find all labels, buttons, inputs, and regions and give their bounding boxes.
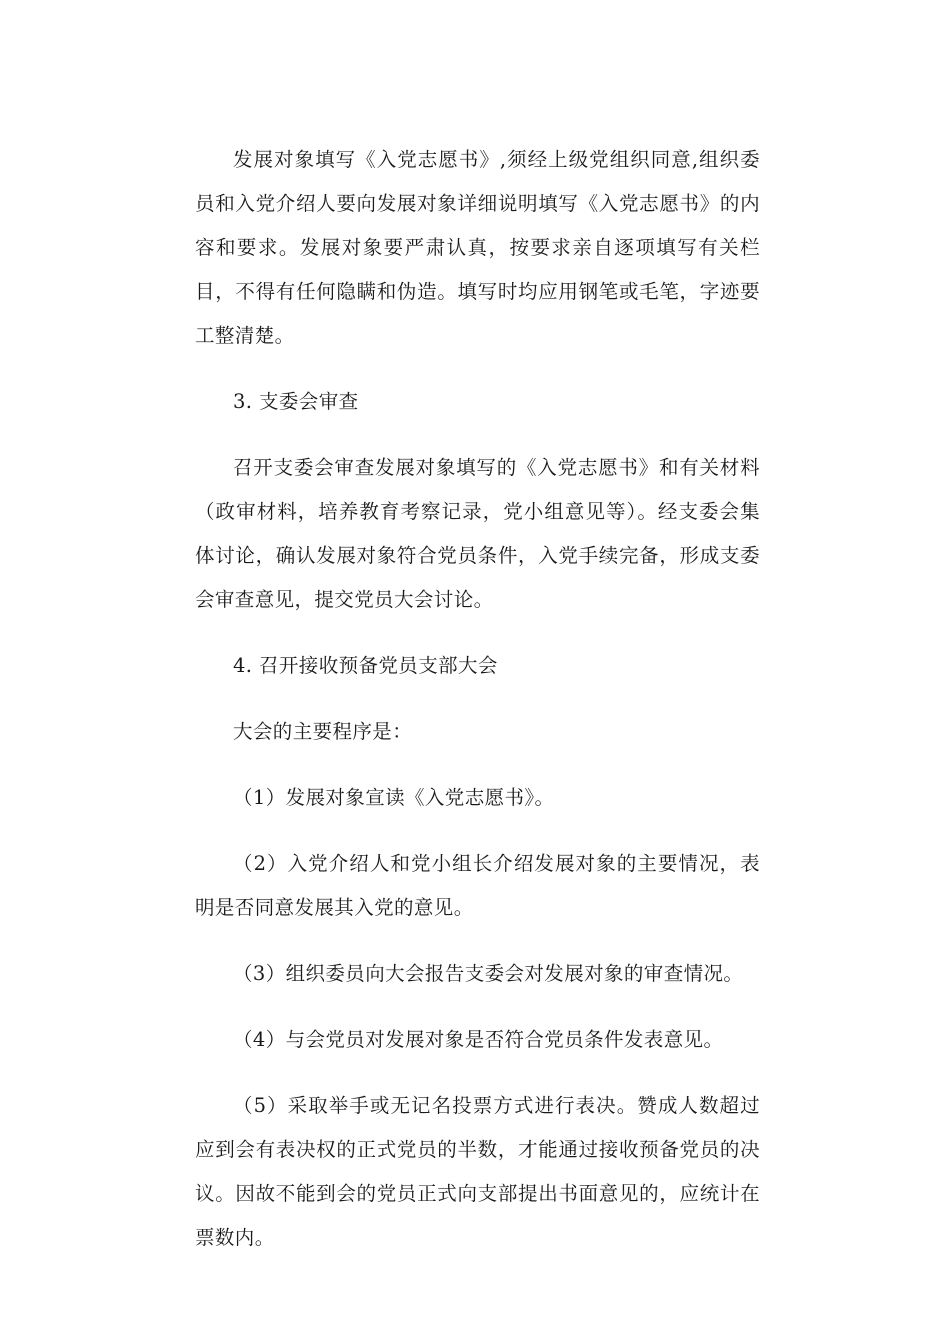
- paragraph-meeting-procedure-intro: 大会的主要程序是：: [233, 720, 413, 743]
- paragraph-fill-application: 发展对象填写《入党志愿书》,须经上级党组织同意,组织委员和入党介绍人要向发展对象详细说明填写《入党志愿书》的内容和要求。发展对象要严肃认真，按要求亲自逐项填写有关栏目，不得有任何隐瞒和伪造。填写时均应用钢笔或毛笔，字迹要工整清楚。: [195, 148, 760, 347]
- procedure-item-4: （4）与会党员对发展对象是否符合党员条件发表意见。: [233, 1028, 724, 1051]
- heading-branch-committee-review: 3. 支委会审查: [233, 390, 359, 413]
- paragraph-branch-committee-review: 召开支委会审查发展对象填写的《入党志愿书》和有关材料（政审材料，培养教育考察记录，党小组意见等）。经支委会集体讨论，确认发展对象符合党员条件，入党手续完备，形成支委会审查意见，提交党员大会讨论。: [195, 456, 760, 611]
- heading-branch-general-meeting: 4. 召开接收预备党员支部大会: [233, 654, 498, 677]
- document-body: [195, 138, 760, 1260]
- procedure-item-1: （1）发展对象宣读《入党志愿书》。: [233, 786, 555, 809]
- procedure-item-3: （3）组织委员向大会报告支委会对发展对象的审查情况。: [233, 962, 744, 985]
- procedure-item-5: （5）采取举手或无记名投票方式进行表决。赞成人数超过应到会有表决权的正式党员的半数，才能通过接收预备党员的决议。因故不能到会的党员正式向支部提出书面意见的，应统计在票数内。: [195, 1094, 760, 1249]
- procedure-item-2: （2）入党介绍人和党小组长介绍发展对象的主要情况，表明是否同意发展其入党的意见。: [195, 852, 760, 919]
